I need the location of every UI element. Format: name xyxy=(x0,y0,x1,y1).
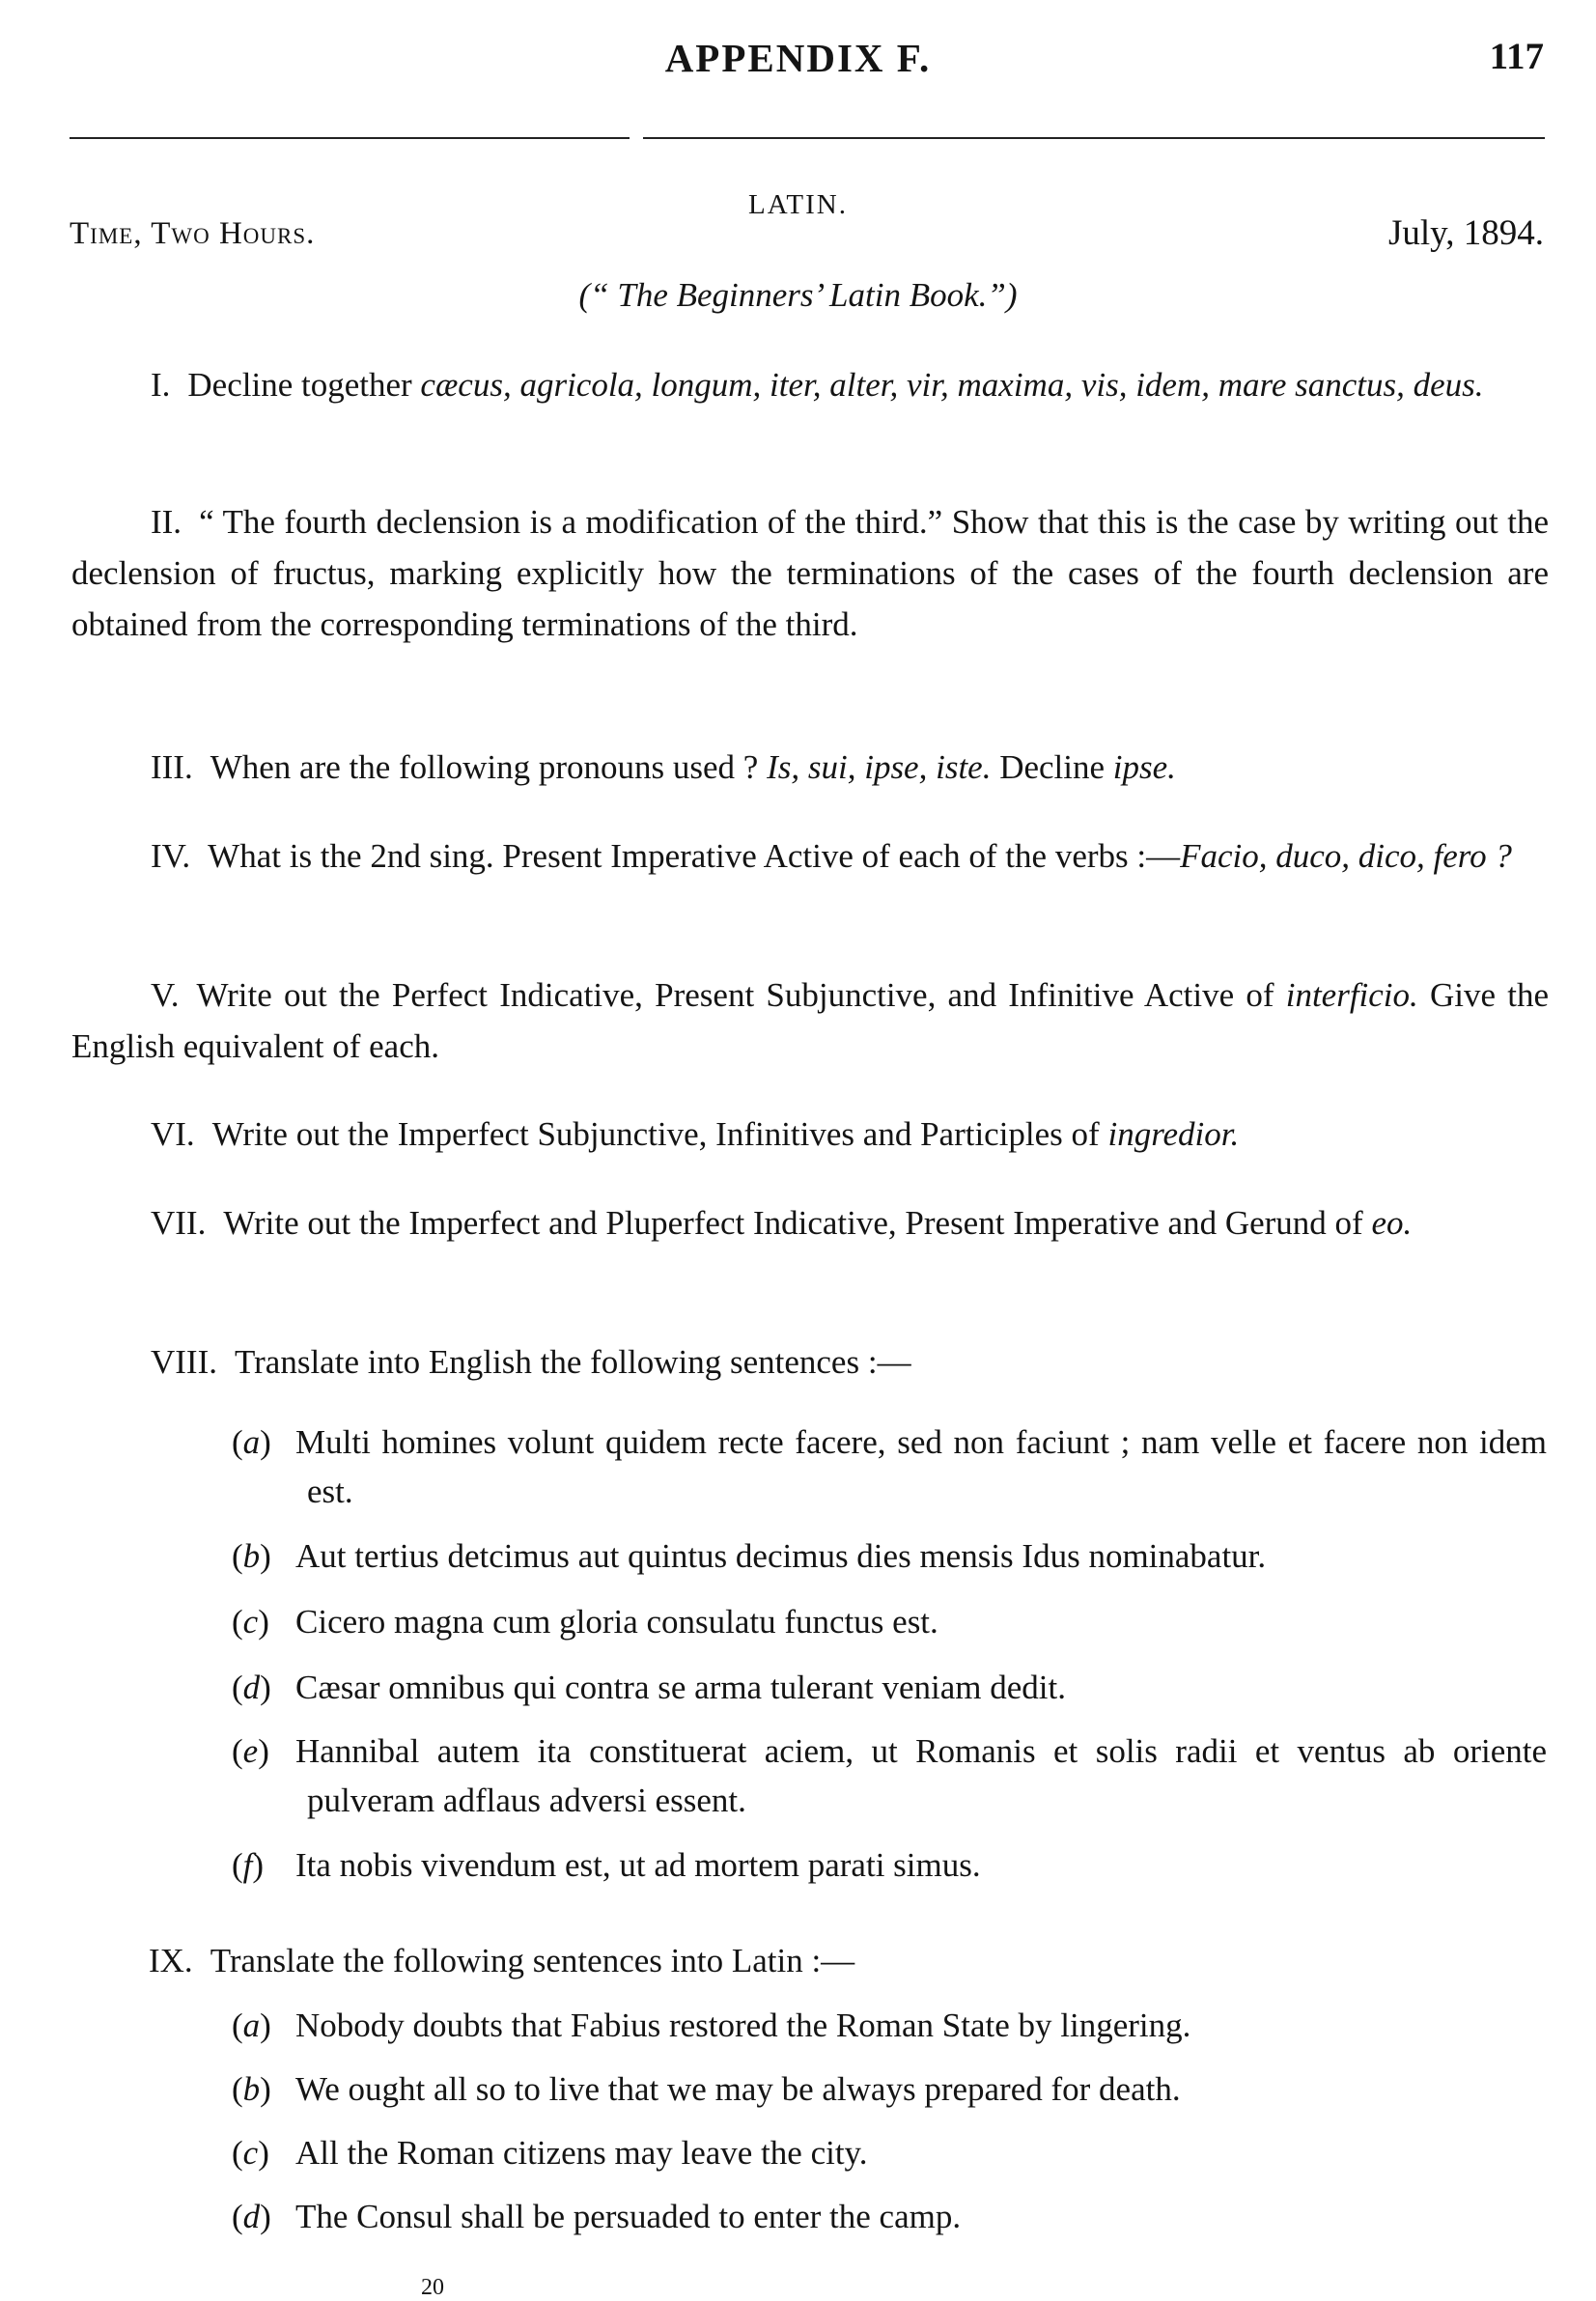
question-text: What is the 2nd sing. Present Imperative Active of each of the verbs :— xyxy=(208,837,1181,875)
question-text: When are the following pronouns used ? xyxy=(210,748,768,786)
question-8-item-a: (a) Multi homines volunt quidem recte facere, sed non faciunt ; nam velle et facere non idem est. xyxy=(232,1423,1547,1510)
item-text: Aut tertius detcimus aut quintus decimus dies mensis Idus nominabatur. xyxy=(295,1537,1267,1575)
question-text: Write out the Imperfect and Pluperfect Indicative, Present Imperative and Gerund of xyxy=(223,1204,1372,1242)
item-letter: b xyxy=(242,2070,261,2108)
question-4 xyxy=(71,830,1549,882)
question-number: IX. xyxy=(149,1942,193,1979)
item-text: Hannibal autem ita constituerat aciem, ut Romanis et solis radii et ventus ab oriente pulveram adflaus adversi essent. xyxy=(295,1732,1547,1819)
question-text: Translate the following sentences into Latin :— xyxy=(210,1942,855,1979)
latin-word: ingredior. xyxy=(1107,1115,1240,1153)
question-7 xyxy=(71,1197,1549,1249)
signature-mark: 20 xyxy=(421,2275,444,2300)
question-number: VII. xyxy=(151,1204,207,1242)
question-8 xyxy=(71,1336,1549,1388)
question-8-item-b: (b) Aut tertius detcimus aut quintus decimus dies mensis Idus nominabatur. xyxy=(232,1537,1267,1575)
question-text: Translate into English the following sentences :— xyxy=(235,1343,911,1381)
item-text: Cicero magna cum gloria consulatu functus est. xyxy=(295,1603,938,1641)
question-text: Write out the Perfect Indicative, Present Subjunctive, and Infinitive Active of xyxy=(196,976,1286,1014)
item-text: All the Roman citizens may leave the city. xyxy=(295,2134,868,2172)
question-8-item-f: (f) Ita nobis vivendum est, ut ad mortem parati simus. xyxy=(232,1846,981,1884)
question-text: Decline together xyxy=(187,366,421,404)
question-8-item-e: (e) Hannibal autem ita constituerat aciem, ut Romanis et solis radii et ventus ab oriente pulveram adflaus adversi essent. xyxy=(232,1732,1547,1819)
question-8-item-c: (c) Cicero magna cum gloria consulatu functus est. xyxy=(232,1603,938,1641)
question-text-2: Give the English equivalent of each. xyxy=(71,976,1550,1065)
question-number: VI. xyxy=(151,1115,195,1153)
question-number: III. xyxy=(151,748,193,786)
item-letter: b xyxy=(242,1537,261,1575)
header-rule-left xyxy=(70,137,630,139)
item-letter: c xyxy=(242,2134,259,2172)
question-text: “ The fourth declension is a modification of the third.” Show that this is the case by writing out the declension of fructus, marking explicitly how the terminations of the cases of the fourth declension are obtained from the corresponding terminations of the third. xyxy=(71,503,1549,643)
exam-time: Time, Two Hours. xyxy=(70,216,316,251)
page-title: APPENDIX F. xyxy=(664,36,932,80)
question-9 xyxy=(71,1935,1549,1986)
question-6 xyxy=(71,1108,1549,1160)
exam-subject: LATIN. xyxy=(747,189,848,220)
question-number: V. xyxy=(151,976,180,1014)
item-text: Cæsar omnibus qui contra se arma tulerant veniam dedit. xyxy=(295,1669,1066,1706)
question-number: VIII. xyxy=(151,1343,217,1381)
question-9-item-b: (b) We ought all so to live that we may be always prepared for death. xyxy=(232,2070,1181,2108)
question-8-item-d: (d) Cæsar omnibus qui contra se arma tulerant veniam dedit. xyxy=(232,1669,1066,1706)
latin-word: ipse. xyxy=(1112,748,1176,786)
latin-words: Facio, duco, dico, fero ? xyxy=(1180,837,1512,875)
exam-date: July, 1894. xyxy=(1387,213,1544,253)
item-text: We ought all so to live that we may be always prepared for death. xyxy=(295,2070,1181,2108)
item-letter: e xyxy=(242,1732,259,1770)
question-number: II. xyxy=(151,503,182,541)
exam-textbook: (“ The Beginners’ Latin Book.”) xyxy=(578,276,1018,314)
question-text: Write out the Imperfect Subjunctive, Infinitives and Participles of xyxy=(211,1115,1108,1153)
item-letter: c xyxy=(242,1603,259,1641)
item-letter: f xyxy=(242,1846,253,1884)
latin-words: Is, sui, ipse, iste. xyxy=(767,748,992,786)
latin-words: cæcus, agricola, longum, iter, alter, vir, maxima, vis, idem, mare sanctus, deus. xyxy=(420,366,1484,404)
question-1 xyxy=(71,359,1549,410)
question-number: IV. xyxy=(151,837,191,875)
question-text-2: Decline xyxy=(991,748,1113,786)
latin-word: interficio. xyxy=(1285,976,1418,1014)
question-9-item-a: (a) Nobody doubts that Fabius restored the Roman State by lingering. xyxy=(232,2006,1191,2044)
item-text: Ita nobis vivendum est, ut ad mortem parati simus. xyxy=(295,1846,981,1884)
item-letter: a xyxy=(242,1423,261,1461)
page-number: 117 xyxy=(1489,36,1544,77)
item-text: Nobody doubts that Fabius restored the Roman State by lingering. xyxy=(295,2006,1191,2044)
header-rule-right xyxy=(643,137,1545,139)
question-9-item-c: (c) All the Roman citizens may leave the city. xyxy=(232,2134,868,2172)
question-9-item-d: (d) The Consul shall be persuaded to enter the camp. xyxy=(232,2198,962,2235)
question-5 xyxy=(71,969,1549,1072)
latin-word: eo. xyxy=(1371,1204,1413,1242)
item-letter: d xyxy=(242,2198,261,2235)
item-letter: a xyxy=(242,2006,261,2044)
question-2 xyxy=(71,496,1549,650)
item-text: The Consul shall be persuaded to enter the camp. xyxy=(295,2198,962,2235)
item-text: Multi homines volunt quidem recte facere, sed non faciunt ; nam velle et facere non idem est. xyxy=(295,1423,1547,1510)
question-number: I. xyxy=(151,366,171,404)
question-3 xyxy=(71,742,1549,793)
item-letter: d xyxy=(242,1669,261,1706)
